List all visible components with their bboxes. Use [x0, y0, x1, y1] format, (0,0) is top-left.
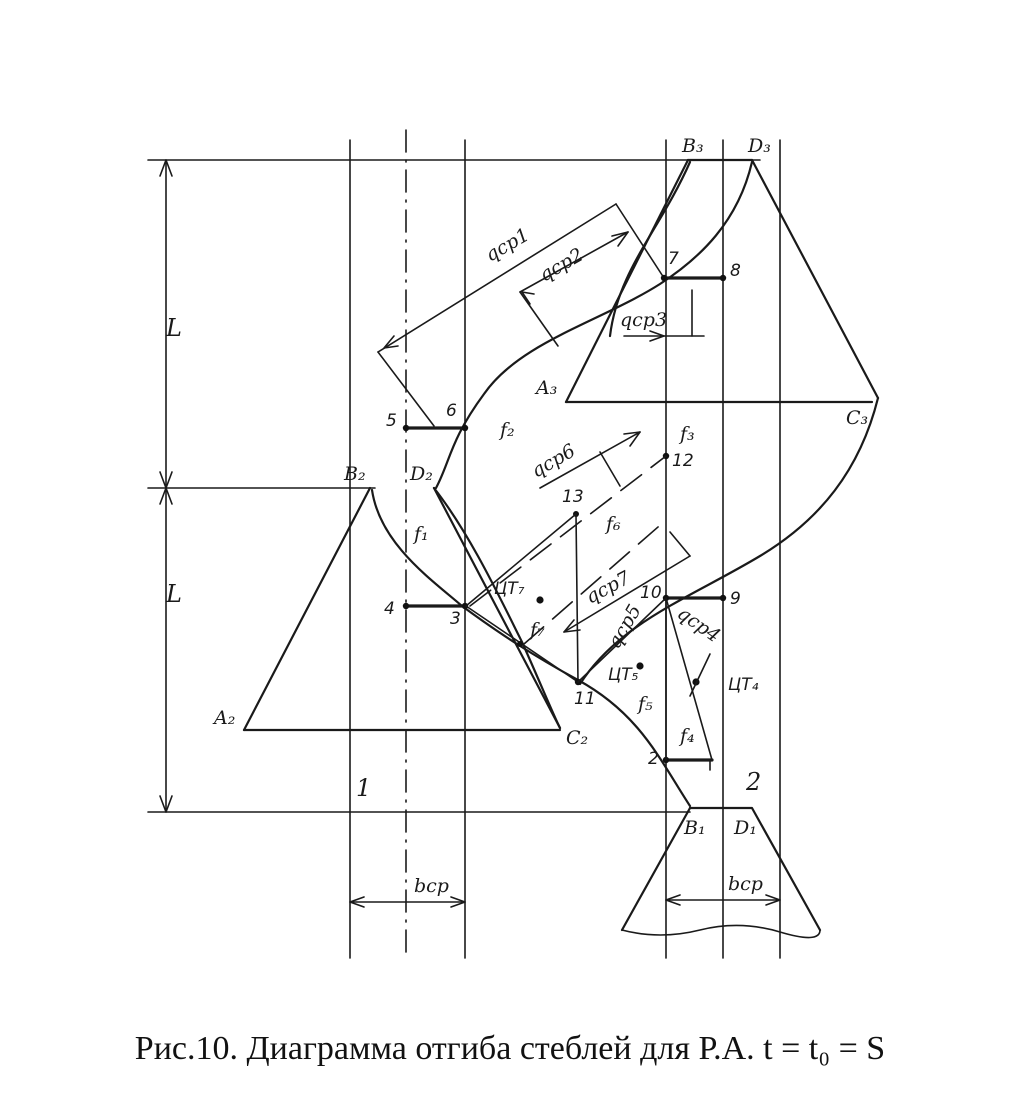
point-label-7: 7	[668, 249, 679, 269]
upper-right-edge	[752, 160, 878, 398]
vertex-label-B2: B₂	[344, 463, 366, 485]
middle-stem-shape	[244, 488, 560, 730]
vertex-label-C2: C₂	[566, 727, 589, 749]
point-label-13: 13	[562, 487, 584, 507]
force-label-f2: f₂	[500, 419, 515, 441]
load-label-qcp4: qср4	[673, 602, 725, 648]
vertex-labels	[212, 135, 868, 839]
point-label-11: 11	[574, 689, 596, 709]
force-label-f4: f₄	[680, 725, 695, 747]
point-label-9: 9	[730, 589, 741, 609]
point-8	[720, 275, 726, 281]
vertex-label-C3: C₃	[846, 407, 869, 429]
point-label-4: 4	[384, 599, 395, 619]
upper-left-edge	[566, 160, 688, 402]
qcp1-leg-right	[616, 204, 664, 278]
dimension-label-L-lower: L	[166, 580, 182, 608]
qcp6-leg	[600, 452, 620, 486]
centroid-label-ct5: ЦТ₅	[608, 665, 639, 685]
point-label-8: 8	[730, 261, 741, 281]
dimension-label-L-upper: L	[166, 314, 182, 342]
bending-curves	[372, 162, 878, 806]
dimension-label-b-left: bср	[414, 875, 449, 897]
vertex-label-B1: B₁	[684, 817, 706, 839]
centroid-label-ct4: ЦТ₄	[728, 675, 759, 695]
force-label-f1: f₁	[414, 523, 429, 545]
force-label-f7: f₇	[530, 619, 545, 641]
dimension-label-b-right: bср	[728, 873, 763, 895]
lower-point-construction	[574, 583, 759, 770]
point-label-6: 6	[446, 401, 457, 421]
middle-left-edge	[244, 488, 370, 730]
qcp2-leg	[520, 292, 558, 346]
lower-stem-shape	[622, 808, 820, 938]
point-9	[720, 595, 726, 601]
height-dimension	[160, 160, 182, 812]
load-label-qcp1: qср1	[481, 223, 534, 267]
ct4-stroke	[690, 654, 710, 696]
width-dimension-left	[350, 875, 465, 907]
triangle-13-11	[576, 514, 578, 682]
qcp7-leg	[670, 532, 690, 556]
force-label-f5: f₅	[638, 693, 653, 715]
load-label-qcp2: qср2	[535, 243, 588, 287]
point-6	[462, 425, 468, 431]
point-label-2: 2	[648, 749, 659, 769]
zone-label-2: 2	[746, 768, 762, 796]
vertex-label-D3: D₃	[748, 135, 771, 157]
arrow-head	[384, 336, 398, 348]
point-4	[403, 603, 409, 609]
point-5	[403, 425, 409, 431]
centroid-ct7	[536, 596, 543, 603]
middle-right-edge	[434, 488, 560, 728]
vertex-label-D1: D₁	[734, 817, 757, 839]
upper-bending-curve	[436, 162, 752, 488]
point-label-12: 12	[672, 451, 694, 471]
figure-caption: Рис.10. Диаграмма отгиба стеблей для Р.А. t = t₀ = S	[134, 1030, 886, 1067]
force-label-f6: f₆	[606, 513, 621, 535]
vertex-label-A2: A₂	[214, 707, 236, 729]
point-curve-f7	[517, 641, 523, 647]
point-label-10: 10	[640, 583, 662, 603]
load-label-qcp7: qср7	[582, 566, 634, 609]
lower-break-line	[622, 925, 820, 937]
vertex-label-B3: B₃	[682, 135, 704, 157]
vertex-label-A3: A₃	[536, 377, 558, 399]
lower-left-edge	[622, 808, 690, 930]
vertex-label-D2: D₂	[410, 463, 433, 485]
load-label-qcp5: qср5	[603, 600, 646, 653]
centroid-label-ct7: ЦТ₇	[494, 579, 525, 599]
point-label-3: 3	[450, 609, 461, 629]
point-label-5: 5	[386, 411, 397, 431]
force-label-f3: f₃	[680, 423, 695, 445]
point-7	[661, 275, 667, 281]
qcp1-line	[378, 204, 616, 352]
zone-label-1: 1	[356, 774, 372, 802]
load-label-qcp3: qср3	[620, 309, 668, 331]
load-label-qcp6: qср6	[527, 439, 580, 483]
